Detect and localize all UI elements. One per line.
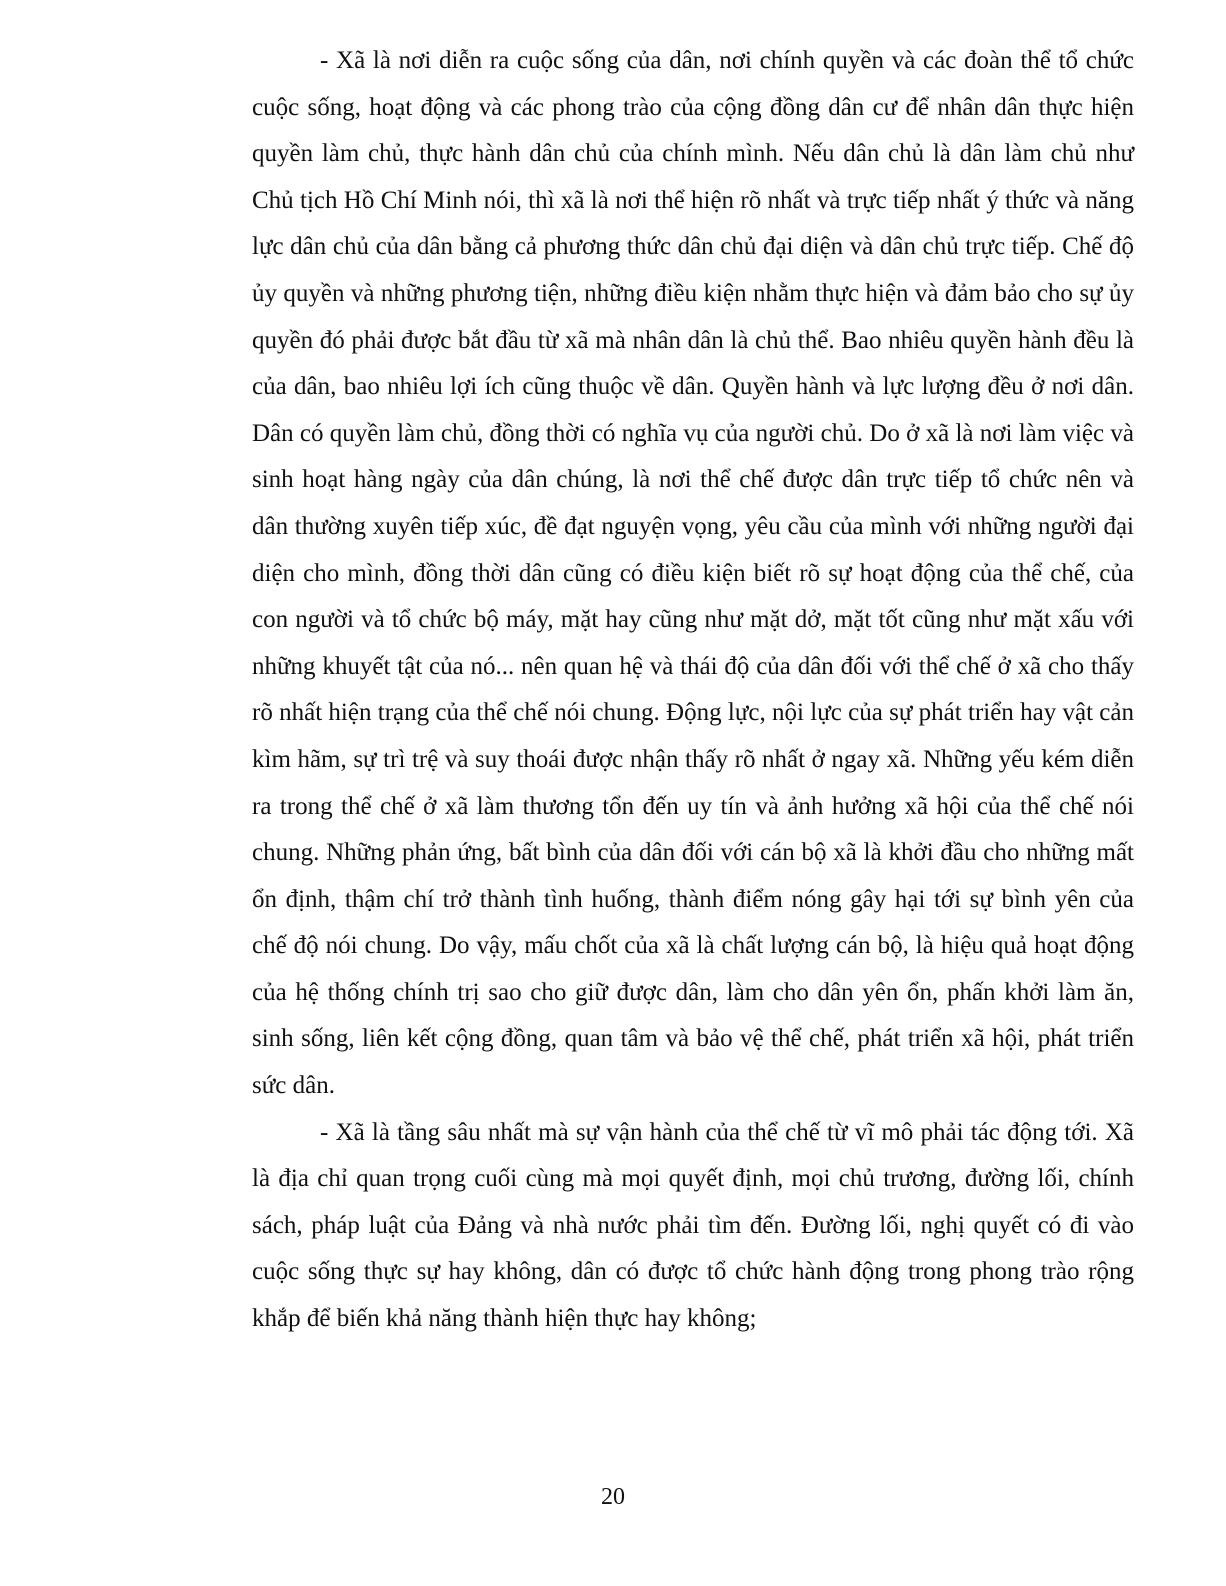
paragraph-1: - Xã là nơi diễn ra cuộc sống của dân, nơi chính quyền và các đoàn thể tổ chức cuộc sống, hoạt động và các phong trào của cộng đồng dân cư để nhân dân thực hiện quyền làm chủ, thực hành dân chủ của chính mình. Nếu dân chủ là dân làm chủ như Chủ tịch Hồ Chí Minh nói, thì xã là nơi thể hiện rõ nhất và trực tiếp nhất ý thức và năng lực dân chủ của dân bằng cả phương thức dân chủ đại diện và dân chủ trực tiếp. Chế độ ủy quyền và những phương tiện, những điều kiện nhằm thực hiện và đảm bảo cho sự ủy quyền đó phải được bắt đầu từ xã mà nhân dân là chủ thể. Bao nhiêu quyền hành đều là của dân, bao nhiêu lợi ích cũng thuộc về dân. Quyền hành và lực lượng đều ở nơi dân. Dân có quyền làm chủ, đồng thời có nghĩa vụ của người chủ. Do ở xã là nơi làm việc và sinh hoạt hàng ngày của dân chúng, là nơi thể chế được dân trực tiếp tổ chức nên và dân thường xuyên tiếp xúc, đề đạt nguyện vọng, yêu cầu của mình với những người đại diện cho mình, đồng thời dân cũng có điều kiện biết rõ sự hoạt động của thể chế, của con người và tổ chức bộ máy, mặt hay cũng như mặt dở, mặt tốt cũng như mặt xấu với những khuyết tật của nó... nên quan hệ và thái độ của dân đối với thể chế ở xã cho thấy rõ nhất hiện trạng của thể chế nói chung. Động lực, nội lực của sự phát triển hay vật cản kìm hãm, sự trì trệ và suy thoái được nhận thấy rõ nhất ở ngay xã. Những yếu kém diễn ra trong thể chế ở xã làm thương tổn đến uy tín và ảnh hưởng xã hội của thể chế nói chung. Những phản ứng, bất bình của dân đối với cán bộ xã là khởi đầu cho những mất ổn định, thậm chí trở thành tình huống, thành điểm nóng gây hại tới sự bình yên của chế độ nói chung. Do vậy, mấu chốt của xã là chất lượng cán bộ, là hiệu quả hoạt động của hệ thống chính trị sao cho giữ được dân, làm cho dân yên ổn, phấn khởi làm ăn, sinh sống, liên kết cộng đồng, quan tâm và bảo vệ thể chế, phát triển xã hội, phát triển sức dân. — [252, 47, 1134, 1100]
page-number: 20 — [601, 1484, 625, 1510]
paragraph-2: - Xã là tầng sâu nhất mà sự vận hành của thể chế từ vĩ mô phải tác động tới. Xã là địa chỉ quan trọng cuối cùng mà mọi quyết định, mọi chủ trương, đường lối, chính sách, pháp luật của Đảng và nhà nước phải tìm đến. Đường lối, nghị quyết có đi vào cuộc sống thực sự hay không, dân có được tổ chức hành động trong phong trào rộng khắp để biến khả năng thành hiện thực hay không; — [252, 1118, 1134, 1333]
document-body — [252, 38, 1134, 1343]
